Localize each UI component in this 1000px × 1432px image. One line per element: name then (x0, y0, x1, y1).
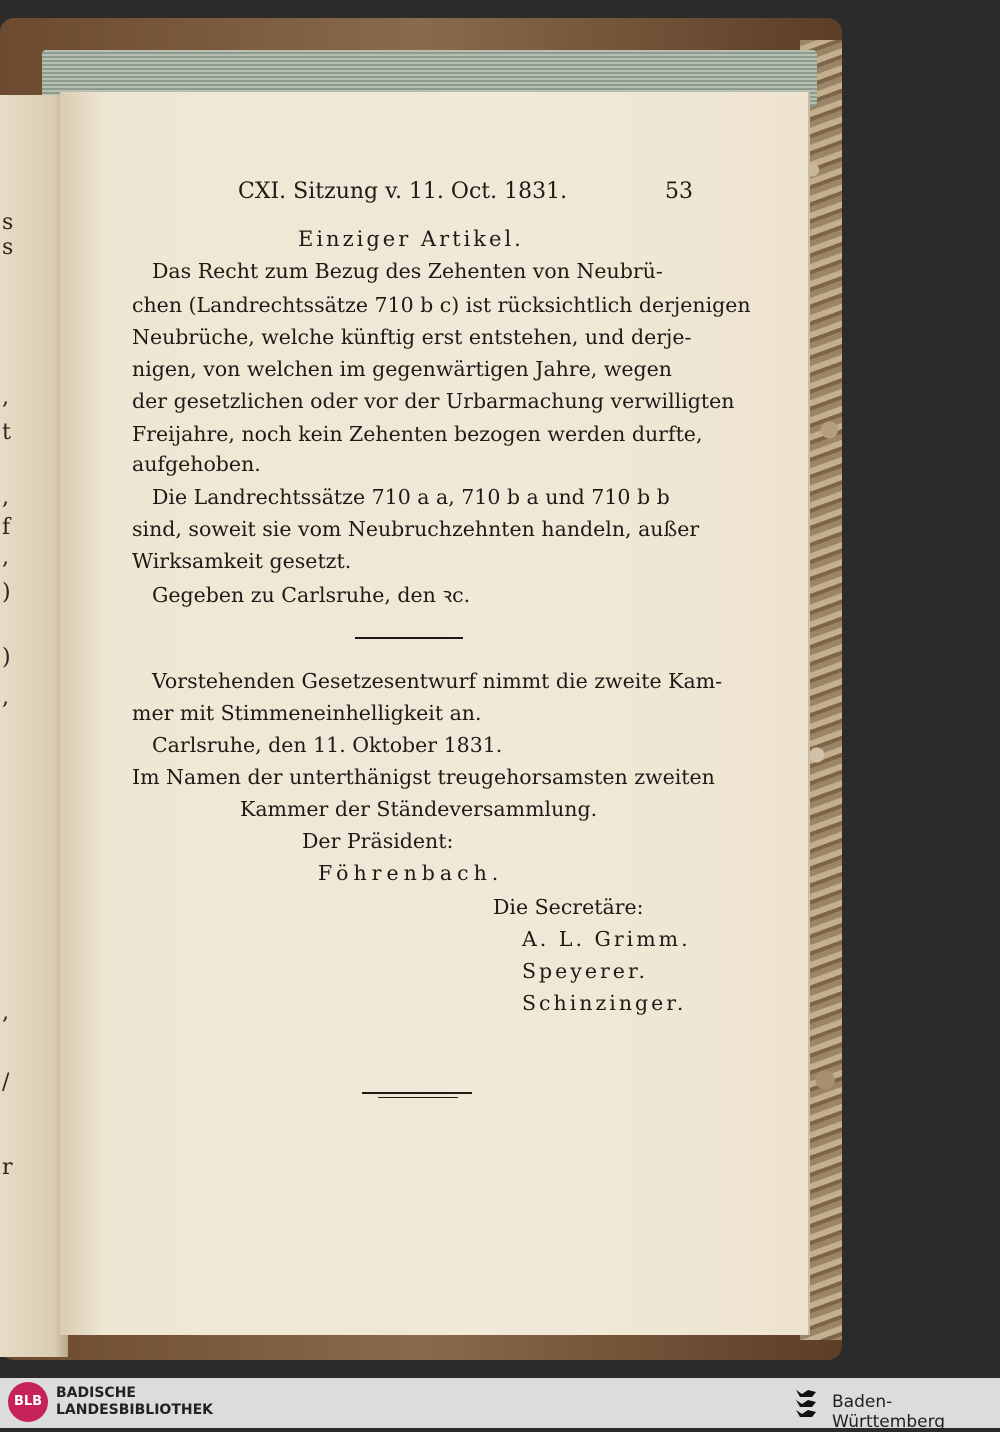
text-line: Neubrüche, welche künftig erst entstehen, und derje- (132, 325, 692, 349)
state-name[interactable]: Baden-Württemberg (832, 1392, 946, 1432)
coat-of-arms-icon (792, 1386, 820, 1420)
left-page-fragment: r (2, 1155, 13, 1180)
left-page-fragment: , (2, 485, 9, 510)
blb-logo[interactable]: BLB (8, 1382, 48, 1422)
signature-name: A. L. Grimm. (522, 927, 691, 951)
text-line: Im Namen der unterthänigst treugehorsamsten zweiten (132, 765, 715, 789)
article-title: Einziger Artikel. (298, 227, 524, 251)
left-page-fragment: , (2, 385, 9, 410)
end-divider (362, 1092, 472, 1094)
library-name (56, 1385, 213, 1419)
signature-title: Die Secretäre: (493, 895, 644, 919)
left-page-fragment: , (2, 1000, 9, 1025)
text-line: sind, soweit sie vom Neubruchzehnten handeln, außer (132, 517, 700, 541)
text-line: Wirksamkeit gesetzt. (132, 549, 352, 573)
left-page-fragment: , (2, 685, 9, 710)
signature-name: Föhrenbach. (318, 861, 504, 885)
text-line: der gesetzlichen oder vor der Urbarmachung verwilligten (132, 389, 735, 413)
text-line: Gegeben zu Carlsruhe, den ꝛc. (152, 583, 471, 607)
left-page-fragment: s (2, 235, 14, 260)
signature-name: Speyerer. (522, 959, 649, 983)
text-line: Carlsruhe, den 11. Oktober 1831. (152, 733, 503, 757)
left-page-fragment: ) (2, 645, 11, 670)
right-page (60, 92, 808, 1335)
page-number: 53 (665, 179, 693, 204)
text-line: Vorstehenden Gesetzesentwurf nimmt die zweite Kam- (152, 669, 723, 693)
left-page-fragment: f (2, 515, 11, 540)
signature-title: Der Präsident: (302, 829, 454, 853)
text-line: mer mit Stimmeneinhelligkeit an. (132, 701, 482, 725)
left-page-fragment: s (2, 210, 14, 235)
text-line: aufgehoben. (132, 452, 261, 476)
left-page (0, 95, 68, 1357)
end-divider-thin (378, 1097, 458, 1098)
left-page-fragment: / (2, 1070, 10, 1095)
footer-bar (0, 1378, 1000, 1432)
left-page-fragment: ) (2, 580, 11, 605)
text-line: Das Recht zum Bezug des Zehenten von Neubrü- (152, 259, 663, 283)
text-line: Kammer der Ständeversammlung. (240, 797, 598, 821)
signature-name: Schinzinger. (522, 991, 687, 1015)
text-line: Freijahre, noch kein Zehenten bezogen werden durfte, (132, 422, 703, 446)
text-line: Die Landrechtssätze 710 a a, 710 b a und 710 b b (152, 485, 670, 509)
left-page-fragment: , (2, 545, 9, 570)
section-divider (355, 637, 463, 639)
text-line: chen (Landrechtssätze 710 b c) ist rücksichtlich derjenigen (132, 293, 751, 317)
library-name-line1: BADISCHE (56, 1385, 136, 1401)
running-header: CXI. Sitzung v. 11. Oct. 1831. (238, 179, 568, 204)
library-name-line2: LANDESBIBLIOTHEK (56, 1402, 214, 1418)
text-line: nigen, von welchen im gegenwärtigen Jahre, wegen (132, 357, 672, 381)
left-page-fragment: t (2, 420, 11, 445)
